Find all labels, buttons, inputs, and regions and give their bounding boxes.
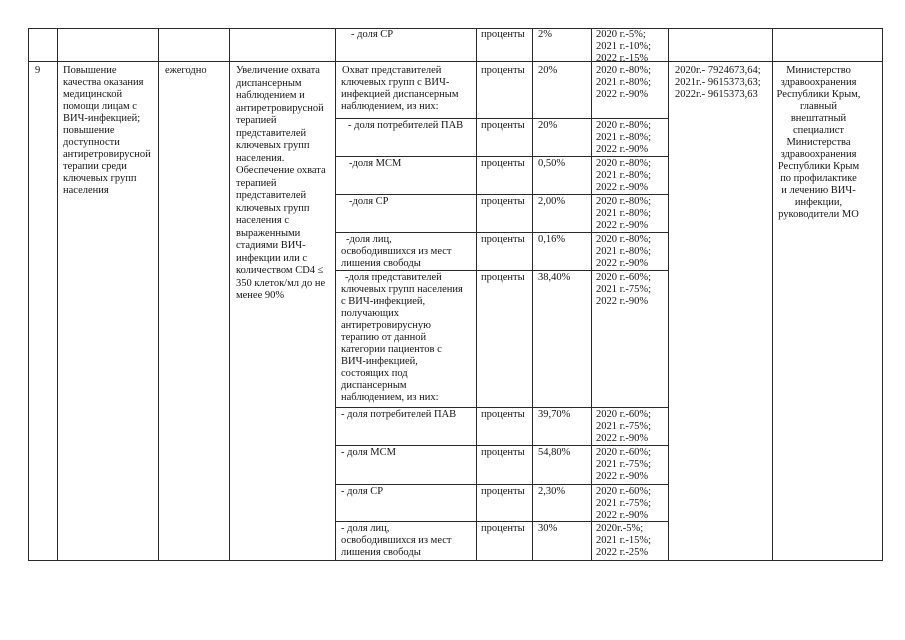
row-goal: Повышение качества оказания медицинской помощи лицам с ВИЧ-инфекцией; повышение доступности антиретровирусной терапии среди ключевых групп населения	[57, 61, 159, 561]
indicator-unit: проценты	[476, 28, 533, 62]
indicator-name: - доля лиц, освободившихся из мест лишения свободы	[335, 521, 477, 561]
indicator-base-value: 30%	[532, 521, 592, 561]
empty-cell	[28, 28, 58, 62]
empty-cell	[229, 28, 336, 62]
indicator-base-value: 39,70%	[532, 407, 592, 446]
indicator-unit: проценты	[476, 270, 533, 408]
indicator-base-value: 2,30%	[532, 484, 592, 522]
indicator-unit: проценты	[476, 156, 533, 195]
indicator-base-value: 54,80%	[532, 445, 592, 485]
indicator-targets: 2020 г.-60%; 2021 г.-75%; 2022 г.-90%	[591, 484, 669, 522]
indicator-unit: проценты	[476, 407, 533, 446]
indicator-base-value: 20%	[532, 61, 592, 119]
row-task: Увеличение охвата диспансерным наблюдением и антиретровирусной терапией представителей ключевых групп населения. Обеспечение охвата терапией представителей ключевых групп населения с выраженными стадиями ВИЧ- инфекции или с количеством CD4 ≤ 350 клеток/мл до не менее 90%	[229, 61, 336, 561]
indicator-targets: 2020 г.-60%; 2021 г.-75%; 2022 г.-90%	[591, 270, 669, 408]
indicator-base-value: 20%	[532, 118, 592, 157]
indicator-unit: проценты	[476, 194, 533, 233]
indicator-targets: 2020 г.-5%; 2021 г.-10%; 2022 г.-15%	[591, 28, 669, 62]
indicator-targets: 2020 г.-80%; 2021 г.-80%; 2022 г.-90%	[591, 232, 669, 271]
indicator-targets: 2020 г.-60%; 2021 г.-75%; 2022 г.-90%	[591, 407, 669, 446]
row-responsible: Министерство здравоохранения Республики Крым, главный внештатный специалист Министерства здравоохранения Республики Крым по профилактике и лечению ВИЧ- инфекции, руководители МО	[772, 61, 883, 561]
empty-cell	[772, 28, 883, 62]
indicator-targets: 2020 г.-80%; 2021 г.-80%; 2022 г.-90%	[591, 118, 669, 157]
empty-cell	[158, 28, 230, 62]
indicator-name: -доля лиц, освободившихся из мест лишения свободы	[335, 232, 477, 271]
row-funding: 2020г.- 7924673,64; 2021г.- 9615373,63; 2022г.- 9615373,63	[668, 61, 773, 561]
indicator-targets: 2020 г.-60%; 2021 г.-75%; 2022 г.-90%	[591, 445, 669, 485]
indicator-targets: 2020 г.-80%; 2021 г.-80%; 2022 г.-90%	[591, 61, 669, 119]
indicator-unit: проценты	[476, 118, 533, 157]
indicator-targets: 2020 г.-80%; 2021 г.-80%; 2022 г.-90%	[591, 156, 669, 195]
indicator-name: -доля СР	[335, 194, 477, 233]
indicator-name: - доля МСМ	[335, 445, 477, 485]
indicator-unit: проценты	[476, 521, 533, 561]
indicator-base-value: 2%	[532, 28, 592, 62]
indicator-name: - доля СР	[335, 28, 477, 62]
empty-cell	[57, 28, 159, 62]
row-period: ежегодно	[158, 61, 230, 561]
empty-cell	[668, 28, 773, 62]
indicator-name: - доля СР	[335, 484, 477, 522]
indicator-base-value: 2,00%	[532, 194, 592, 233]
indicator-targets: 2020г.-5%; 2021 г.-15%; 2022 г.-25%	[591, 521, 669, 561]
indicator-name: -доля представителей ключевых групп населения с ВИЧ-инфекцией, получающих антиретровирусную терапию от данной категории пациентов с ВИЧ-инфекцией, состоящих под диспансерным наблюдением, из них:	[335, 270, 477, 408]
indicator-name: - доля потребителей ПАВ	[335, 407, 477, 446]
indicator-name: - доля потребителей ПАВ	[335, 118, 477, 157]
indicator-targets: 2020 г.-80%; 2021 г.-80%; 2022 г.-90%	[591, 194, 669, 233]
indicator-unit: проценты	[476, 232, 533, 271]
indicator-base-value: 38,40%	[532, 270, 592, 408]
indicator-name: -доля МСМ	[335, 156, 477, 195]
indicator-base-value: 0,50%	[532, 156, 592, 195]
indicator-unit: проценты	[476, 445, 533, 485]
indicator-unit: проценты	[476, 484, 533, 522]
indicator-base-value: 0,16%	[532, 232, 592, 271]
indicator-unit: проценты	[476, 61, 533, 119]
indicator-name: Охват представителей ключевых групп с ВИЧ- инфекцией диспансерным наблюдением, из них:	[335, 61, 477, 119]
row-number: 9	[28, 61, 58, 561]
